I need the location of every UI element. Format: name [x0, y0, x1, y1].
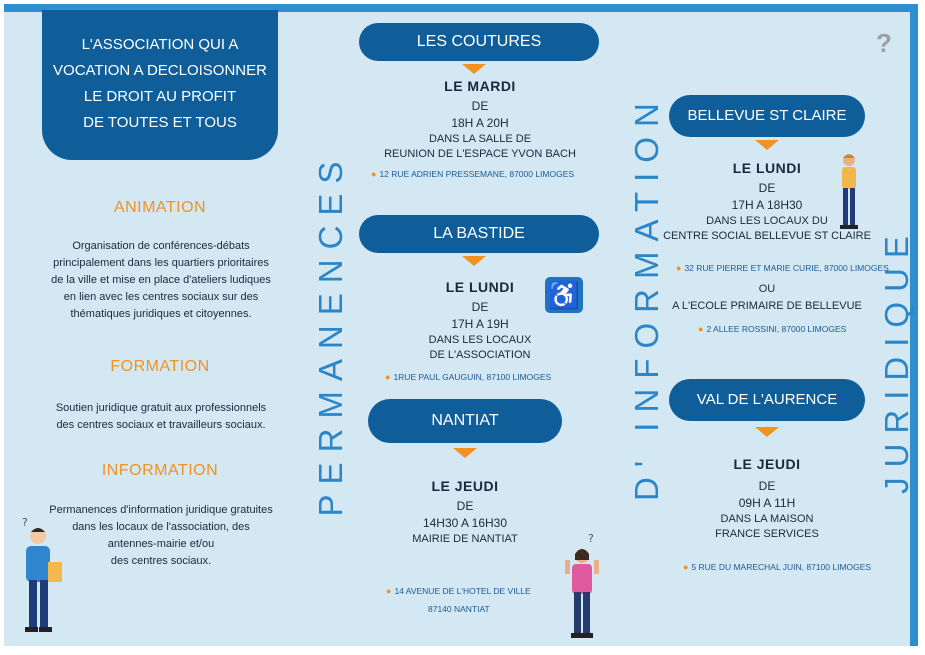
bellevue-place1: DANS LES LOCAUX DU	[706, 215, 828, 227]
thinking-person-illustration	[12, 512, 74, 640]
animation-line: principalement dans les quartiers prioritaires	[53, 257, 269, 269]
nantiat-address-line2: 87140 NANTIAT	[428, 604, 490, 614]
aurence-details	[662, 456, 872, 542]
information-line: dans les locaux de l'association, des	[72, 521, 250, 533]
bellevue-address	[676, 263, 889, 273]
bellevue-address-text: 32 RUE PIERRE ET MARIE CURIE, 87000 LIMOGES	[684, 263, 889, 273]
aurence-hours: 09H A 11H	[738, 496, 796, 510]
coutures-place2: REUNION DE L'ESPACE YVON BACH	[384, 148, 576, 160]
bellevue-de: DE	[758, 181, 776, 195]
location-pill-nantiat: NANTIAT	[368, 399, 562, 443]
permanences-vertical-title: PERMANENCES	[312, 151, 349, 517]
bellevue-address2	[698, 324, 846, 334]
location-pill-coutures: LES COUTURES	[359, 23, 599, 61]
aurence-address	[683, 562, 871, 572]
animation-title: ANIMATION	[113, 199, 207, 216]
animation-text	[40, 238, 282, 323]
intro-box	[42, 10, 278, 160]
formation-line: des centres sociaux et travailleurs sociaux.	[56, 419, 266, 431]
bastide-place2: DE L'ASSOCIATION	[429, 349, 531, 361]
aurence-address-text: 5 RUE DU MARECHAL JUIN, 87100 LIMOGES	[691, 562, 872, 572]
wheelchair-icon: ♿	[545, 277, 583, 313]
intro-line: VOCATION A DECLOISONNER	[53, 62, 267, 79]
coutures-address	[371, 169, 574, 179]
location-pin-icon: ●	[386, 586, 392, 596]
coutures-de: DE	[471, 99, 489, 113]
down-arrow-icon	[462, 64, 486, 74]
down-arrow-icon	[755, 140, 779, 150]
nantiat-details	[370, 478, 560, 547]
location-pin-icon: ●	[676, 263, 682, 273]
nantiat-address	[386, 586, 531, 596]
question-mark-icon: ?	[588, 532, 594, 545]
aurence-de: DE	[758, 479, 776, 493]
question-mark-icon: ?	[876, 28, 892, 58]
location-pin-icon: ●	[385, 372, 391, 382]
down-arrow-icon	[453, 448, 477, 458]
location-pill-aurence: VAL DE L'AURENCE	[669, 379, 865, 421]
nantiat-de: DE	[456, 499, 474, 513]
bellevue-place2: CENTRE SOCIAL BELLEVUE ST CLAIRE	[663, 230, 871, 242]
bastide-address	[385, 372, 551, 382]
bastide-day: LE LUNDI	[445, 279, 515, 295]
location-pill-bellevue: BELLEVUE ST CLAIRE	[669, 95, 865, 137]
bellevue-place3: A L'ECOLE PRIMAIRE DE BELLEVUE	[672, 300, 862, 312]
bellevue-alt-details	[662, 282, 872, 314]
information-line: des centres sociaux.	[110, 555, 212, 567]
nantiat-hours: 14H30 A 16H30	[422, 516, 508, 530]
information-line: Permanences d'information juridique gratuites	[49, 504, 273, 516]
aurence-place2: FRANCE SERVICES	[715, 528, 819, 540]
aurence-place1: DANS LA MAISON	[720, 513, 814, 525]
information-vertical-title: D' INFORMATION	[628, 93, 665, 501]
animation-line: Organisation de conférences-débats	[72, 240, 250, 252]
location-pin-icon: ●	[698, 324, 704, 334]
nantiat-address-line1: 14 AVENUE DE L'HOTEL DE VILLE	[394, 586, 531, 596]
bastide-address-text: 1RUE PAUL GAUGUIN, 87100 LIMOGES	[393, 372, 552, 382]
intro-line: DE TOUTES ET TOUS	[83, 114, 237, 131]
intro-line: LE DROIT AU PROFIT	[83, 88, 237, 105]
bellevue-address2-text: 2 ALLEE ROSSINI, 87000 LIMOGES	[706, 324, 847, 334]
formation-text	[40, 400, 282, 434]
information-text	[40, 502, 282, 570]
information-title: INFORMATION	[101, 462, 219, 479]
formation-line: Soutien juridique gratuit aux professionnels	[55, 402, 267, 414]
location-pill-bastide: LA BASTIDE	[359, 215, 599, 253]
information-line: antennes-mairie et/ou	[107, 538, 215, 550]
nantiat-place1: MAIRIE DE NANTIAT	[412, 533, 518, 545]
bellevue-hours: 17H A 18H30	[731, 198, 803, 212]
bastide-place1: DANS LES LOCAUX	[428, 334, 532, 346]
location-pin-icon: ●	[371, 169, 377, 179]
bastide-de: DE	[471, 300, 489, 314]
bastide-hours: 17H A 19H	[451, 317, 509, 331]
down-arrow-icon	[462, 256, 486, 266]
coutures-details	[380, 78, 580, 162]
juridique-vertical-title: JURIDIQUE	[878, 226, 915, 494]
animation-line: de la ville et mise en place d'ateliers ludiques	[51, 274, 271, 286]
confused-person-illustration	[560, 530, 604, 642]
down-arrow-icon	[755, 427, 779, 437]
intro-line: L'ASSOCIATION QUI A	[81, 36, 239, 53]
coutures-address-text: 12 RUE ADRIEN PRESSEMANE, 87000 LIMOGES	[379, 169, 575, 179]
nantiat-day: LE JEUDI	[431, 478, 499, 494]
animation-line: thématiques juridiques et citoyennes.	[70, 308, 252, 320]
formation-title: FORMATION	[110, 358, 210, 375]
location-pin-icon: ●	[683, 562, 689, 572]
coutures-day: LE MARDI	[444, 78, 516, 94]
bellevue-or: OU	[758, 283, 776, 295]
animation-line: en lien avec les centres sociaux sur des	[63, 291, 259, 303]
bellevue-day: LE LUNDI	[732, 160, 802, 176]
standing-person-illustration	[832, 152, 866, 232]
aurence-day: LE JEUDI	[733, 456, 801, 472]
coutures-place1: DANS LA SALLE DE	[428, 133, 532, 145]
coutures-hours: 18H A 20H	[451, 116, 509, 130]
question-mark-icon: ?	[22, 516, 28, 529]
